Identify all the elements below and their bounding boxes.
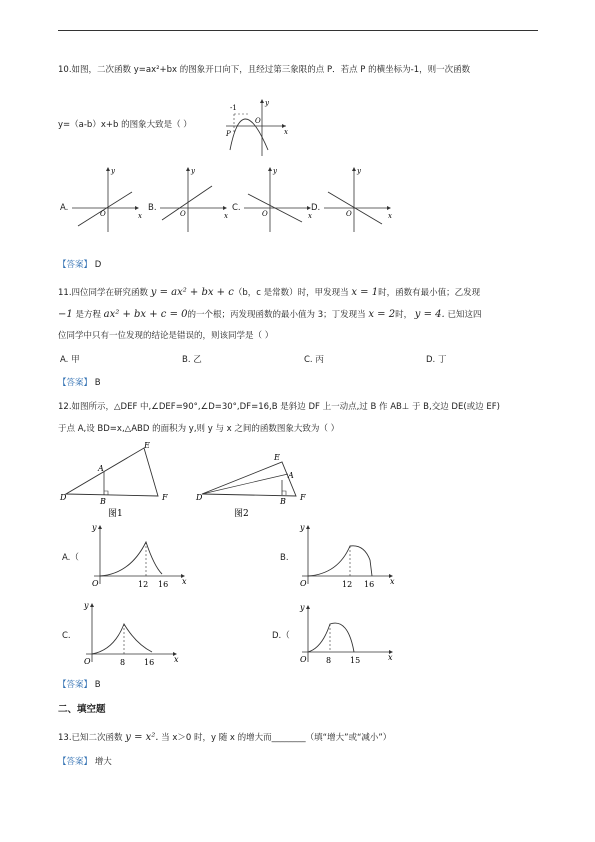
svg-text:y: y [84,601,89,610]
q10-option-d-graph[interactable] [320,164,396,234]
q11-l2-math1: ax² + bx + c = 0 [103,309,188,320]
svg-text:x: x [138,212,142,220]
q12-answer-tag: 【答案】 [58,680,93,690]
q10-stem-line2: y=（a-b）x+b 的图象大致是（ ） [58,120,192,130]
q12-stem-line1: 12.如图所示，△DEF 中,∠DEF=90°,∠D=30°,DF=16,B 是斜边 DF 上一动点,过 B 作 AB⊥ 于 B,交边 DE(或边 EF) [58,402,500,412]
q10-fig-y: y [265,99,269,107]
q10-option-a-graph[interactable] [68,164,144,234]
q13-answer-tag: 【答案】 [58,757,93,767]
svg-text:x: x [224,212,228,220]
q12-figure-2 [194,440,318,518]
q12-fig2-f: F [300,493,306,502]
q11-option-c[interactable]: C. 丙 [304,355,324,365]
q10-option-a-label[interactable]: A. [60,203,69,213]
q10-option-c-label[interactable]: C. [232,203,241,213]
svg-text:O: O [262,210,268,218]
q12-fig1-caption: 图1 [108,509,123,518]
q12-option-b-graph[interactable] [292,520,402,588]
svg-text:y: y [300,523,305,532]
q10-fig-p: P [226,130,231,138]
q10-fig-minus1: -1 [230,104,237,112]
q12-option-a-label[interactable]: A.（ [62,553,79,563]
q12-option-d-graph[interactable] [292,600,402,666]
q10-fig-origin: O [255,117,261,125]
svg-text:16: 16 [144,658,155,666]
svg-text:16: 16 [364,580,375,588]
q12-fig1-a: A [98,464,104,473]
q12-fig1-b: B [100,497,106,506]
q12-option-a-graph[interactable] [84,520,194,588]
q11-answer [58,378,101,388]
q13-answer [58,757,112,767]
q10-parabola-figure [222,96,292,158]
svg-text:x: x [388,212,392,220]
q12-fig2-a: A [288,471,294,480]
q11-l1-math1: y = ax² + bx + c [150,287,234,298]
svg-text:y: y [111,167,115,175]
svg-text:15: 15 [350,656,361,665]
q11-l2-math2: x = 2 [368,309,396,320]
q13-math: y = x². [125,732,159,743]
q10-option-b-graph[interactable] [156,164,232,234]
q12-stem-line2: 于点 A,设 BD=x,△ABD 的面积为 y,则 y 与 x 之间的函数图象大致为（ ） [58,424,340,434]
q11-option-d[interactable]: D. 丁 [426,355,447,365]
q12-fig2-e: E [274,453,280,462]
q12-option-b-label[interactable]: B. [280,553,289,563]
q11-answer-value: B [94,378,101,388]
svg-text:12: 12 [342,580,353,588]
q10-stem-line1: 10.如图，二次函数 y=ax²+bx 的图象开口向下，且经过第三象限的点 P．若点 P 的横坐标为-1，则一次函数 [58,65,471,75]
header-rule [58,30,538,31]
svg-text:x: x [390,577,395,586]
svg-text:O: O [92,579,99,588]
svg-text:O: O [346,210,352,218]
q12-answer-value: B [94,680,101,690]
q11-option-b[interactable]: B. 乙 [182,355,202,365]
svg-text:8: 8 [120,658,126,666]
q13-b: 当 x＞0 时，y 随 x 的增大而________（填“增大”或“减小”） [161,733,392,743]
q12-figure-1 [58,440,182,518]
q11-stem-line3: 位同学中只有一位发现的结论是错误的，则该同学是（ ） [58,331,274,341]
q11-l2-math3: y = 4. [414,309,445,320]
svg-text:y: y [92,523,97,532]
q12-fig2-d: D [196,493,203,502]
q11-l1-a: 11.四位同学在研究函数 [58,288,149,298]
q13-stem [58,732,391,744]
svg-text:O: O [84,657,91,666]
q10-answer [58,260,101,270]
svg-text:12: 12 [138,580,149,588]
q11-l1-b: （b，c 是常数）时，甲发现当 [233,288,349,298]
section-2-title: 二、填空题 [58,704,106,715]
svg-text:O: O [300,579,307,588]
q13-answer-value: 增大 [94,757,112,767]
svg-text:y: y [191,167,195,175]
q11-l1-math2: x = 1 [351,287,379,298]
q12-fig2-caption: 图2 [234,509,249,518]
q12-option-c-graph[interactable] [80,598,190,666]
svg-text:x: x [182,577,187,586]
svg-text:8: 8 [326,656,332,665]
q12-fig2-b: B [280,497,286,506]
svg-text:y: y [357,167,361,175]
q12-fig1-d: D [60,493,67,502]
q12-option-d-label[interactable]: D.（ [272,631,290,641]
q11-answer-tag: 【答案】 [58,378,93,388]
q12-fig1-e: E [144,441,150,450]
q10-option-c-graph[interactable] [240,164,316,234]
q12-answer [58,680,101,690]
q10-option-d-label[interactable]: D. [311,203,321,213]
q11-l2-a: 是方程 [75,310,101,320]
q10-option-b-label[interactable]: B. [148,203,157,213]
q10-fig-x: x [284,128,288,136]
q12-fig1-f: F [162,493,168,502]
q11-l1-c: 时，函数有最小值；乙发现 [378,288,481,298]
svg-text:16: 16 [158,580,169,588]
q11-option-a[interactable]: A. 甲 [60,355,80,365]
svg-text:y: y [273,167,277,175]
svg-text:O: O [100,210,106,218]
svg-text:y: y [300,603,305,612]
svg-text:x: x [174,655,179,664]
q12-option-c-label[interactable]: C. [62,631,71,641]
q11-l2-d: 已知这四 [447,310,482,320]
q13-a: 13.已知二次函数 [58,733,123,743]
q11-l2-c: 时， [395,310,413,320]
q10-answer-value: D [94,260,102,270]
q11-l2-math0: −1 [58,309,73,320]
svg-text:x: x [388,653,393,662]
svg-text:O: O [300,655,307,664]
q11-stem-line2 [58,309,481,321]
q11-stem-line1 [58,287,480,299]
svg-text:x: x [308,212,312,220]
q10-answer-tag: 【答案】 [58,260,93,270]
q11-l2-b: 的一个根；丙发现函数的最小值为 3；丁发现当 [187,310,366,320]
svg-text:O: O [180,210,186,218]
